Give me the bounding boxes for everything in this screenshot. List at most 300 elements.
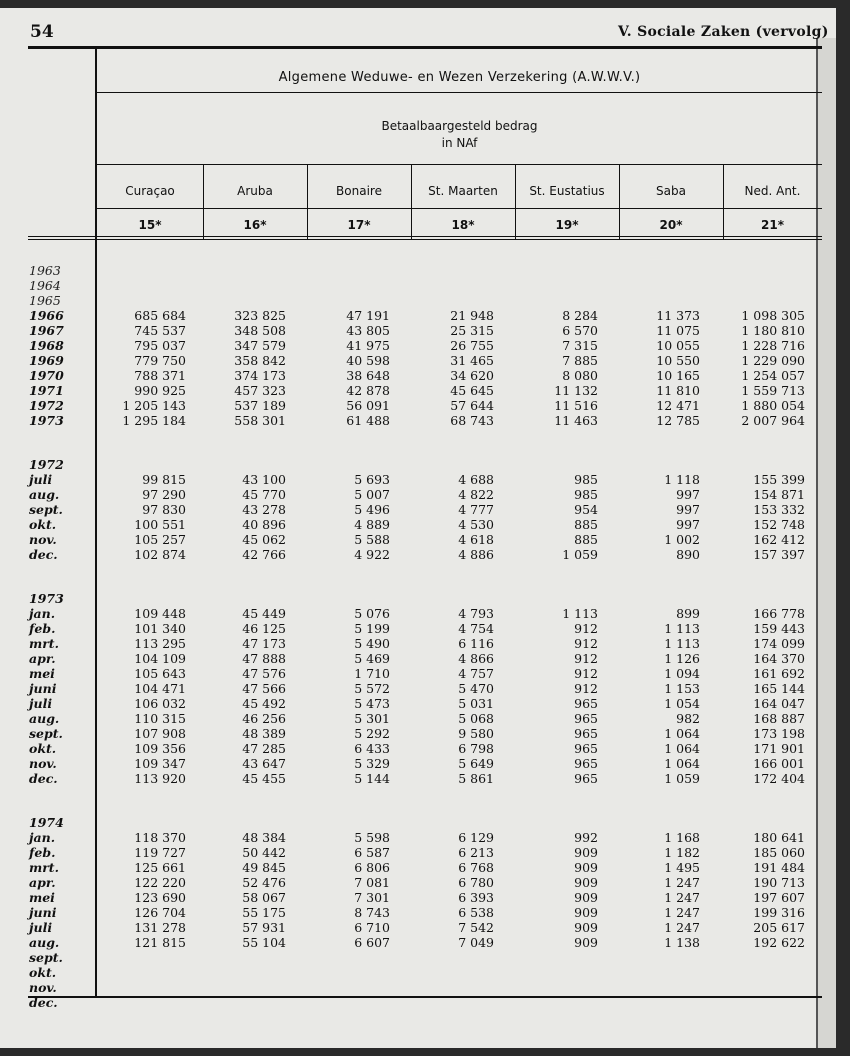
table-cell: 107 908 — [134, 726, 186, 741]
table-cell: 168 887 — [753, 711, 805, 726]
row-label: nov. — [29, 980, 57, 995]
table-cell: 10 165 — [656, 368, 700, 383]
table-cell: 982 — [676, 711, 700, 726]
table-cell: 985 — [574, 487, 598, 502]
table-cell: 102 874 — [134, 547, 186, 562]
row-label: 1964 — [29, 278, 61, 293]
table-cell: 5 199 — [354, 621, 390, 636]
row-label: jan. — [29, 830, 56, 845]
table-row — [0, 368, 836, 383]
table-cell: 12 471 — [656, 398, 700, 413]
table-cell: 185 060 — [753, 845, 805, 860]
table-cell: 7 542 — [458, 920, 494, 935]
table-row — [0, 606, 836, 621]
table-cell: 1 247 — [664, 905, 700, 920]
table-row — [0, 681, 836, 696]
table-cell: 4 777 — [458, 502, 494, 517]
table-cell: 954 — [574, 502, 598, 517]
table-cell: 1 247 — [664, 875, 700, 890]
table-cell: 11 810 — [656, 383, 700, 398]
table-cell: 1 205 143 — [122, 398, 186, 413]
table-cell: 45 492 — [242, 696, 286, 711]
row-label: juni — [29, 681, 57, 696]
table-cell: 5 329 — [354, 756, 390, 771]
table-cell: 110 315 — [134, 711, 186, 726]
table-cell: 154 871 — [753, 487, 805, 502]
subtitle-line-1: Betaalbaargesteld bedrag — [381, 119, 538, 133]
table-cell: 152 748 — [753, 517, 805, 532]
table-cell: 1 138 — [664, 935, 700, 950]
table-cell: 374 173 — [234, 368, 286, 383]
table-cell: 1 228 716 — [741, 338, 805, 353]
row-label: 1966 — [29, 308, 64, 323]
table-cell: 164 047 — [753, 696, 805, 711]
document-page — [0, 8, 836, 1048]
table-cell: 8 284 — [562, 308, 598, 323]
table-cell: 104 471 — [134, 681, 186, 696]
table-cell: 1 254 057 — [741, 368, 805, 383]
row-label: aug. — [29, 711, 60, 726]
table-cell: 192 622 — [753, 935, 805, 950]
table-cell: 965 — [574, 771, 598, 786]
table-row — [0, 502, 836, 517]
table-cell: 912 — [574, 681, 598, 696]
row-label: mei — [29, 890, 55, 905]
table-cell: 1 229 090 — [741, 353, 805, 368]
row-label: feb. — [29, 621, 56, 636]
table-cell: 5 068 — [458, 711, 494, 726]
table-cell: 1 054 — [664, 696, 700, 711]
table-cell: 31 465 — [450, 353, 494, 368]
table-cell: 1 247 — [664, 890, 700, 905]
table-cell: 4 793 — [458, 606, 494, 621]
table-cell: 172 404 — [753, 771, 805, 786]
table-cell: 1 098 305 — [741, 308, 805, 323]
table-cell: 1 059 — [664, 771, 700, 786]
table-cell: 909 — [574, 875, 598, 890]
table-cell: 5 144 — [354, 771, 390, 786]
row-label: dec. — [29, 995, 58, 1010]
table-cell: 5 496 — [354, 502, 390, 517]
table-row — [0, 711, 836, 726]
table-cell: 5 007 — [354, 487, 390, 502]
table-cell: 191 484 — [753, 860, 805, 875]
table-row — [0, 621, 836, 636]
table-cell: 6 538 — [458, 905, 494, 920]
table-cell: 6 129 — [458, 830, 494, 845]
table-row — [0, 278, 836, 293]
column-header-label: Bonaire — [336, 184, 382, 198]
table-cell: 40 598 — [346, 353, 390, 368]
row-label: juli — [29, 696, 53, 711]
table-cell: 43 805 — [346, 323, 390, 338]
table-cell: 1 118 — [664, 472, 700, 487]
table-cell: 47 888 — [242, 651, 286, 666]
table-row — [0, 487, 836, 502]
table-cell: 47 576 — [242, 666, 286, 681]
row-label: aug. — [29, 935, 60, 950]
table-cell: 47 566 — [242, 681, 286, 696]
table-row — [0, 860, 836, 875]
table-cell: 1 295 184 — [122, 413, 186, 428]
table-cell: 109 356 — [134, 741, 186, 756]
row-label: 1965 — [29, 293, 61, 308]
table-cell: 5 588 — [354, 532, 390, 547]
row-label: dec. — [29, 547, 58, 562]
table-cell: 42 878 — [346, 383, 390, 398]
table-cell: 47 173 — [242, 636, 286, 651]
table-cell: 6 213 — [458, 845, 494, 860]
table-cell: 5 031 — [458, 696, 494, 711]
table-cell: 6 570 — [562, 323, 598, 338]
row-label: 1968 — [29, 338, 64, 353]
subtitle-rule — [97, 164, 822, 165]
table-cell: 1 064 — [664, 741, 700, 756]
table-row — [0, 890, 836, 905]
table-cell: 47 285 — [242, 741, 286, 756]
table-cell: 45 645 — [450, 383, 494, 398]
table-cell: 1 113 — [664, 621, 700, 636]
table-cell: 113 920 — [134, 771, 186, 786]
table-cell: 6 433 — [354, 741, 390, 756]
table-cell: 5 572 — [354, 681, 390, 696]
table-row — [0, 950, 836, 965]
row-label: 1971 — [29, 383, 64, 398]
table-cell: 101 340 — [134, 621, 186, 636]
table-row — [0, 591, 836, 606]
table-cell: 358 842 — [234, 353, 286, 368]
row-label: jan. — [29, 606, 56, 621]
row-label: juli — [29, 472, 53, 487]
column-number: 16* — [243, 218, 267, 232]
table-cell: 166 001 — [753, 756, 805, 771]
table-cell: 11 373 — [656, 308, 700, 323]
table-subtitle — [97, 118, 822, 152]
table-cell: 46 256 — [242, 711, 286, 726]
colhead-rule — [97, 208, 822, 209]
running-header: V. Sociale Zaken (vervolg) — [618, 24, 829, 40]
row-label: 1972 — [29, 457, 64, 472]
column-number: 21* — [761, 218, 784, 232]
table-cell: 121 815 — [134, 935, 186, 950]
table-row — [0, 965, 836, 980]
column-number: 17* — [347, 218, 371, 232]
table-cell: 1 495 — [664, 860, 700, 875]
table-cell: 965 — [574, 711, 598, 726]
table-cell: 41 975 — [346, 338, 390, 353]
table-cell: 123 690 — [134, 890, 186, 905]
table-cell: 5 861 — [458, 771, 494, 786]
table-cell: 45 770 — [242, 487, 286, 502]
table-cell: 6 780 — [458, 875, 494, 890]
table-cell: 97 830 — [142, 502, 186, 517]
table-cell: 1 180 810 — [741, 323, 805, 338]
table-cell: 197 607 — [753, 890, 805, 905]
table-cell: 5 490 — [354, 636, 390, 651]
table-cell: 153 332 — [753, 502, 805, 517]
table-cell: 1 153 — [664, 681, 700, 696]
table-cell: 1 064 — [664, 756, 700, 771]
table-cell: 6 587 — [354, 845, 390, 860]
table-row — [0, 651, 836, 666]
table-cell: 161 692 — [753, 666, 805, 681]
table-cell: 10 550 — [656, 353, 700, 368]
table-cell: 104 109 — [134, 651, 186, 666]
table-row — [0, 413, 836, 428]
table-cell: 199 316 — [753, 905, 805, 920]
table-cell: 4 922 — [354, 547, 390, 562]
row-label: 1969 — [29, 353, 64, 368]
colnum-rule-b — [28, 239, 822, 240]
row-label: juni — [29, 905, 57, 920]
row-label: dec. — [29, 771, 58, 786]
table-cell: 106 032 — [134, 696, 186, 711]
table-row — [0, 935, 836, 950]
row-label: juli — [29, 920, 53, 935]
table-cell: 99 815 — [142, 472, 186, 487]
table-cell: 965 — [574, 696, 598, 711]
table-row — [0, 263, 836, 278]
table-cell: 12 785 — [656, 413, 700, 428]
row-label: nov. — [29, 532, 57, 547]
table-cell: 34 620 — [450, 368, 494, 383]
table-row — [0, 308, 836, 323]
table-cell: 7 301 — [354, 890, 390, 905]
table-cell: 7 049 — [458, 935, 494, 950]
table-cell: 52 476 — [242, 875, 286, 890]
table-cell: 180 641 — [753, 830, 805, 845]
table-cell: 1 064 — [664, 726, 700, 741]
row-label: 1970 — [29, 368, 64, 383]
column-number: 15* — [138, 218, 162, 232]
page-number: 54 — [30, 22, 54, 42]
table-cell: 965 — [574, 756, 598, 771]
table-cell: 997 — [676, 502, 700, 517]
table-cell: 685 684 — [134, 308, 186, 323]
top-rule — [28, 46, 822, 49]
table-cell: 1 002 — [664, 532, 700, 547]
row-label: okt. — [29, 741, 57, 756]
table-cell: 26 755 — [450, 338, 494, 353]
table-cell: 5 473 — [354, 696, 390, 711]
table-cell: 6 798 — [458, 741, 494, 756]
table-cell: 4 754 — [458, 621, 494, 636]
table-cell: 11 075 — [656, 323, 700, 338]
table-cell: 6 393 — [458, 890, 494, 905]
table-cell: 43 100 — [242, 472, 286, 487]
table-row — [0, 980, 836, 995]
table-cell: 5 469 — [354, 651, 390, 666]
table-cell: 11 463 — [554, 413, 598, 428]
table-cell: 4 618 — [458, 532, 494, 547]
table-cell: 48 389 — [242, 726, 286, 741]
row-label: 1974 — [29, 815, 64, 830]
row-label: mrt. — [29, 860, 59, 875]
table-row — [0, 532, 836, 547]
table-cell: 558 301 — [234, 413, 286, 428]
table-row — [0, 338, 836, 353]
table-row — [0, 845, 836, 860]
table-cell: 45 449 — [242, 606, 286, 621]
table-cell: 49 845 — [242, 860, 286, 875]
table-cell: 38 648 — [346, 368, 390, 383]
row-label: okt. — [29, 965, 57, 980]
table-cell: 909 — [574, 920, 598, 935]
table-cell: 5 470 — [458, 681, 494, 696]
table-cell: 323 825 — [234, 308, 286, 323]
table-cell: 1 182 — [664, 845, 700, 860]
table-row — [0, 771, 836, 786]
table-cell: 119 727 — [134, 845, 186, 860]
row-label: feb. — [29, 845, 56, 860]
table-cell: 118 370 — [134, 830, 186, 845]
table-row — [0, 875, 836, 890]
table-cell: 5 649 — [458, 756, 494, 771]
column-header-label: Aruba — [237, 184, 273, 198]
table-cell: 909 — [574, 845, 598, 860]
table-cell: 4 757 — [458, 666, 494, 681]
table-cell: 43 278 — [242, 502, 286, 517]
table-cell: 5 301 — [354, 711, 390, 726]
table-cell: 48 384 — [242, 830, 286, 845]
table-cell: 537 189 — [234, 398, 286, 413]
table-cell: 25 315 — [450, 323, 494, 338]
table-cell: 1 113 — [562, 606, 598, 621]
table-row — [0, 398, 836, 413]
table-cell: 162 412 — [753, 532, 805, 547]
table-cell: 174 099 — [753, 636, 805, 651]
table-cell: 6 768 — [458, 860, 494, 875]
row-label: mei — [29, 666, 55, 681]
table-cell: 45 062 — [242, 532, 286, 547]
table-cell: 4 866 — [458, 651, 494, 666]
table-row — [0, 696, 836, 711]
table-row — [0, 666, 836, 681]
table-cell: 1 126 — [664, 651, 700, 666]
table-cell: 912 — [574, 621, 598, 636]
table-cell: 909 — [574, 935, 598, 950]
table-cell: 155 399 — [753, 472, 805, 487]
table-cell: 745 537 — [134, 323, 186, 338]
table-cell: 1 710 — [354, 666, 390, 681]
table-cell: 779 750 — [134, 353, 186, 368]
table-cell: 157 397 — [753, 547, 805, 562]
table-cell: 45 455 — [242, 771, 286, 786]
table-cell: 1 113 — [664, 636, 700, 651]
table-cell: 8 080 — [562, 368, 598, 383]
table-cell: 1 247 — [664, 920, 700, 935]
table-cell: 58 067 — [242, 890, 286, 905]
row-label: apr. — [29, 875, 56, 890]
row-label: nov. — [29, 756, 57, 771]
table-cell: 9 580 — [458, 726, 494, 741]
table-cell: 909 — [574, 905, 598, 920]
table-row — [0, 726, 836, 741]
table-cell: 997 — [676, 487, 700, 502]
table-cell: 61 488 — [346, 413, 390, 428]
table-cell: 105 643 — [134, 666, 186, 681]
table-cell: 105 257 — [134, 532, 186, 547]
row-label: 1963 — [29, 263, 61, 278]
table-row — [0, 353, 836, 368]
row-label: 1973 — [29, 413, 64, 428]
table-cell: 1 168 — [664, 830, 700, 845]
table-row — [0, 830, 836, 845]
table-cell: 109 448 — [134, 606, 186, 621]
table-row — [0, 995, 836, 1010]
row-label: mrt. — [29, 636, 59, 651]
table-cell: 43 647 — [242, 756, 286, 771]
table-cell: 5 598 — [354, 830, 390, 845]
table-cell: 909 — [574, 860, 598, 875]
table-row — [0, 920, 836, 935]
table-cell: 122 220 — [134, 875, 186, 890]
colnum-rule-a — [28, 236, 822, 237]
table-cell: 50 442 — [242, 845, 286, 860]
table-cell: 1 559 713 — [741, 383, 805, 398]
table-cell: 965 — [574, 741, 598, 756]
table-row — [0, 293, 836, 308]
table-cell: 985 — [574, 472, 598, 487]
column-header-label: Curaçao — [125, 184, 175, 198]
table-row — [0, 547, 836, 562]
column-number: 18* — [451, 218, 475, 232]
table-cell: 190 713 — [753, 875, 805, 890]
table-cell: 347 579 — [234, 338, 286, 353]
table-cell: 40 896 — [242, 517, 286, 532]
table-cell: 131 278 — [134, 920, 186, 935]
table-cell: 909 — [574, 890, 598, 905]
table-cell: 47 191 — [346, 308, 390, 323]
table-cell: 100 551 — [134, 517, 186, 532]
table-cell: 164 370 — [753, 651, 805, 666]
table-cell: 912 — [574, 636, 598, 651]
subtitle-line-2: in NAf — [441, 136, 478, 150]
row-label: sept. — [29, 950, 63, 965]
table-cell: 173 198 — [753, 726, 805, 741]
table-cell: 885 — [574, 532, 598, 547]
table-cell: 4 889 — [354, 517, 390, 532]
table-row — [0, 323, 836, 338]
column-header-label: St. Maarten — [428, 184, 498, 198]
table-cell: 348 508 — [234, 323, 286, 338]
table-cell: 1 094 — [664, 666, 700, 681]
table-row — [0, 472, 836, 487]
table-cell: 795 037 — [134, 338, 186, 353]
table-cell: 4 886 — [458, 547, 494, 562]
table-cell: 890 — [676, 547, 700, 562]
table-row — [0, 636, 836, 651]
table-cell: 2 007 964 — [741, 413, 805, 428]
table-cell: 6 607 — [354, 935, 390, 950]
table-cell: 912 — [574, 651, 598, 666]
table-row — [0, 756, 836, 771]
table-row — [0, 815, 836, 830]
table-row — [0, 905, 836, 920]
table-cell: 6 710 — [354, 920, 390, 935]
row-label: okt. — [29, 517, 57, 532]
table-cell: 68 743 — [450, 413, 494, 428]
table-cell: 965 — [574, 726, 598, 741]
table-cell: 165 144 — [753, 681, 805, 696]
table-cell: 11 132 — [554, 383, 598, 398]
table-cell: 171 901 — [753, 741, 805, 756]
table-cell: 457 323 — [234, 383, 286, 398]
table-row — [0, 741, 836, 756]
column-number: 20* — [659, 218, 683, 232]
table-cell: 5 076 — [354, 606, 390, 621]
table-cell: 42 766 — [242, 547, 286, 562]
